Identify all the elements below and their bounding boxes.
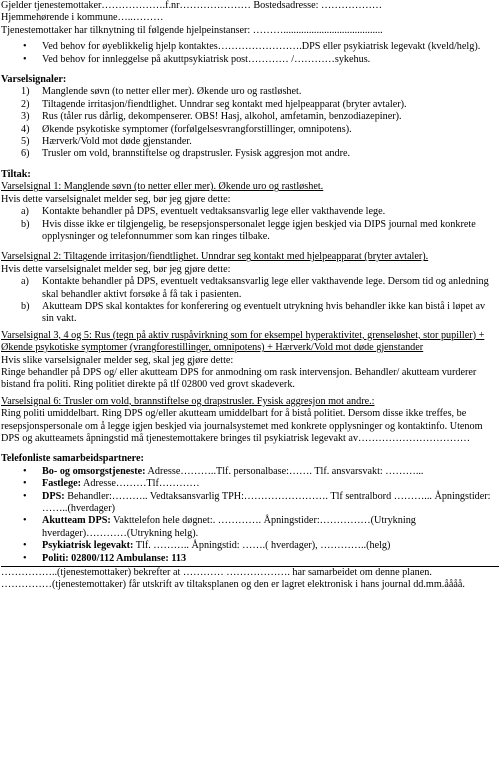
signal-1-intro: Hvis dette varselsignalet melder seg, bør jeg gjøre dette: xyxy=(1,193,231,205)
header-line-3: Tjenestemottaker har tilknytning til følgende hjelpeinstanser: ………....................................... xyxy=(1,24,383,36)
action-item: b) Akutteam DPS skal kontaktes for konferering og eventuelt utrykning hvis behandler ikke kan bistå i løpet av sin vakt. xyxy=(21,300,486,325)
header-line-2: Hjemmehørende i kommune…..……… xyxy=(1,12,164,24)
varselsignaler-heading: Varselsignaler: xyxy=(1,74,67,86)
action-item: a) Kontakte behandler på DPS, eventuelt vedtaksansvarlig lege eller vakthavende lege. xyxy=(21,206,386,218)
tiltak-heading: Tiltak: xyxy=(1,168,31,180)
signal-3-5-body: Ringe behandler på DPS og/ eller akutteam DPS for anmodning om rask intervensjon. Behandler/ akutteam vurderer bistand fra politi. Ring politiet direkte på tlf 02800 ved grovt skadeverk. xyxy=(1,366,477,391)
signal-item: 4) Økende psykotiske symptomer (forfølgelsesvrangforstillinger, omnipotens). xyxy=(21,123,352,135)
signal-item: 6) Trusler om vold, brannstiftelse og drapstrusler. Fysisk aggresjon mot andre. xyxy=(21,148,351,160)
signal-item: 1) Manglende søvn (to netter eller mer). Økende uro og rastløshet. xyxy=(21,86,302,98)
header-line-1: Gjelder tjenestemottaker……………….f.nr………………… Bostedsadresse: ……………… xyxy=(1,0,383,11)
signal-1-actions xyxy=(1,206,499,243)
signal-6-body: Ring politi umiddelbart. Ring DPS og/eller akutteam umiddelbart for å bistå politiet. Dersom disse ikke treffes, be resepsjonspersonale om å legge igjen beskjed via journalsystemet med konkrete opplysninger og kontaktinfo. Utenom DPS og akutteamets åpningstid må tjenestemottakere bringes til psykiatrisk legevakt av…………………………… xyxy=(1,408,483,444)
contact-bo-omsorg: • Bo- og omsorgstjeneste: Adresse………..Tlf. personalbase:……. Tlf. ansvarsvakt: ………... xyxy=(1,466,499,478)
signal-2-intro: Hvis dette varselsignalet melder seg, bør jeg gjøre dette: xyxy=(1,263,231,275)
contact-dps: • DPS: Behandler:……….. Vedtaksansvarlig TPH:……………………. Tlf sentralbord ………... Åpningstider: ……..(hverdager) xyxy=(1,491,499,516)
contact-politi: • Politi: 02800/112 Ambulanse: 113 xyxy=(1,553,499,565)
signal-2-title: Varselsignal 2: Tiltagende irritasjon/fiendtlighet. Unndrar seg kontakt med hjelpeapparat (bryter avtaler). xyxy=(1,251,429,263)
action-item: a) Kontakte behandler på DPS, eventuelt vedtaksansvarlig lege eller vakthavende lege. Dersom tid og anledning skal behandler aktivt forsøke å få tak i pasienten. xyxy=(21,276,489,300)
signal-item: 5) Hærverk/Vold mot døde gjenstander. xyxy=(21,136,192,148)
footer-confirmation: ……………..(tjenestemottaker) bekrefter at ………… ………………. har samarbeidet om denne planen. xyxy=(1,567,432,579)
footer-storage-note: ……………(tjenestemottaker) får utskrift av tiltaksplanen og den er lagret elektronisk i hans journal dd.mm.åååå. xyxy=(1,579,465,591)
signal-3-5-intro: Hvis slike varselsignaler melder seg, skal jeg gjøre dette: xyxy=(1,354,234,366)
contact-fastlege: • Fastlege: Adresse………Tlf………… xyxy=(1,478,499,490)
contact-bullets xyxy=(1,41,499,66)
varselsignaler-list xyxy=(1,86,499,160)
telefonliste xyxy=(1,466,499,565)
action-item: b) Hvis disse ikke er tilgjengelig, be resepsjonspersonalet legge igjen beskjed via DIPS journal med konkrete opplysninger og telefonnummer som kan ringes tilbake. xyxy=(21,218,476,242)
signal-6-title: Varselsignal 6: Trusler om vold, brannstiftelse og drapstrusler. Fysisk aggresjon mot andre.: xyxy=(1,395,375,407)
telefonliste-heading: Telefonliste samarbeidspartnere: xyxy=(1,453,144,465)
signal-item: 3) Rus (tåler rus dårlig, dekompenserer. OBS! Hasj, alkohol, amfetamin, benzodiazepiner). xyxy=(21,111,402,123)
contact-legevakt: • Psykiatrisk legevakt: Tlf. ……….. Åpningstid: …….( hverdager), …………..(helg) xyxy=(1,540,499,552)
signal-3-5-title: Varselsignal 3, 4 og 5: Rus (tegn på aktiv ruspåvirkning som for eksempel hyperaktivitet, grenseløshet, stor pupiller) + Økende psykotiske symptomer (vrangforestillinger, omnipotens) + Hærverk/Vold mot døde gjenstander xyxy=(1,329,485,354)
bullet-emergency: • Ved behov for øyeblikkelig hjelp kontaktes…………………….DPS eller psykiatrisk legevakt (kveld/helg). xyxy=(1,41,499,53)
signal-item: 2) Tiltagende irritasjon/fiendtlighet. Unndrar seg kontakt med hjelpeapparat (bryter avtaler). xyxy=(21,98,407,110)
signal-1-title: Varselsignal 1: Manglende søvn (to netter eller mer). Økende uro og rastløshet. xyxy=(1,181,324,193)
signal-2-actions xyxy=(1,276,499,326)
bullet-admission: • Ved behov for innleggelse på akuttpsykiatrisk post………… /…………sykehus. xyxy=(1,54,499,66)
contact-akutteam: • Akutteam DPS: Vakttelefon hele døgnet:. …………. Åpningstider:……………(Utrykning hverdager)…………(Utrykning helg). xyxy=(1,515,499,540)
